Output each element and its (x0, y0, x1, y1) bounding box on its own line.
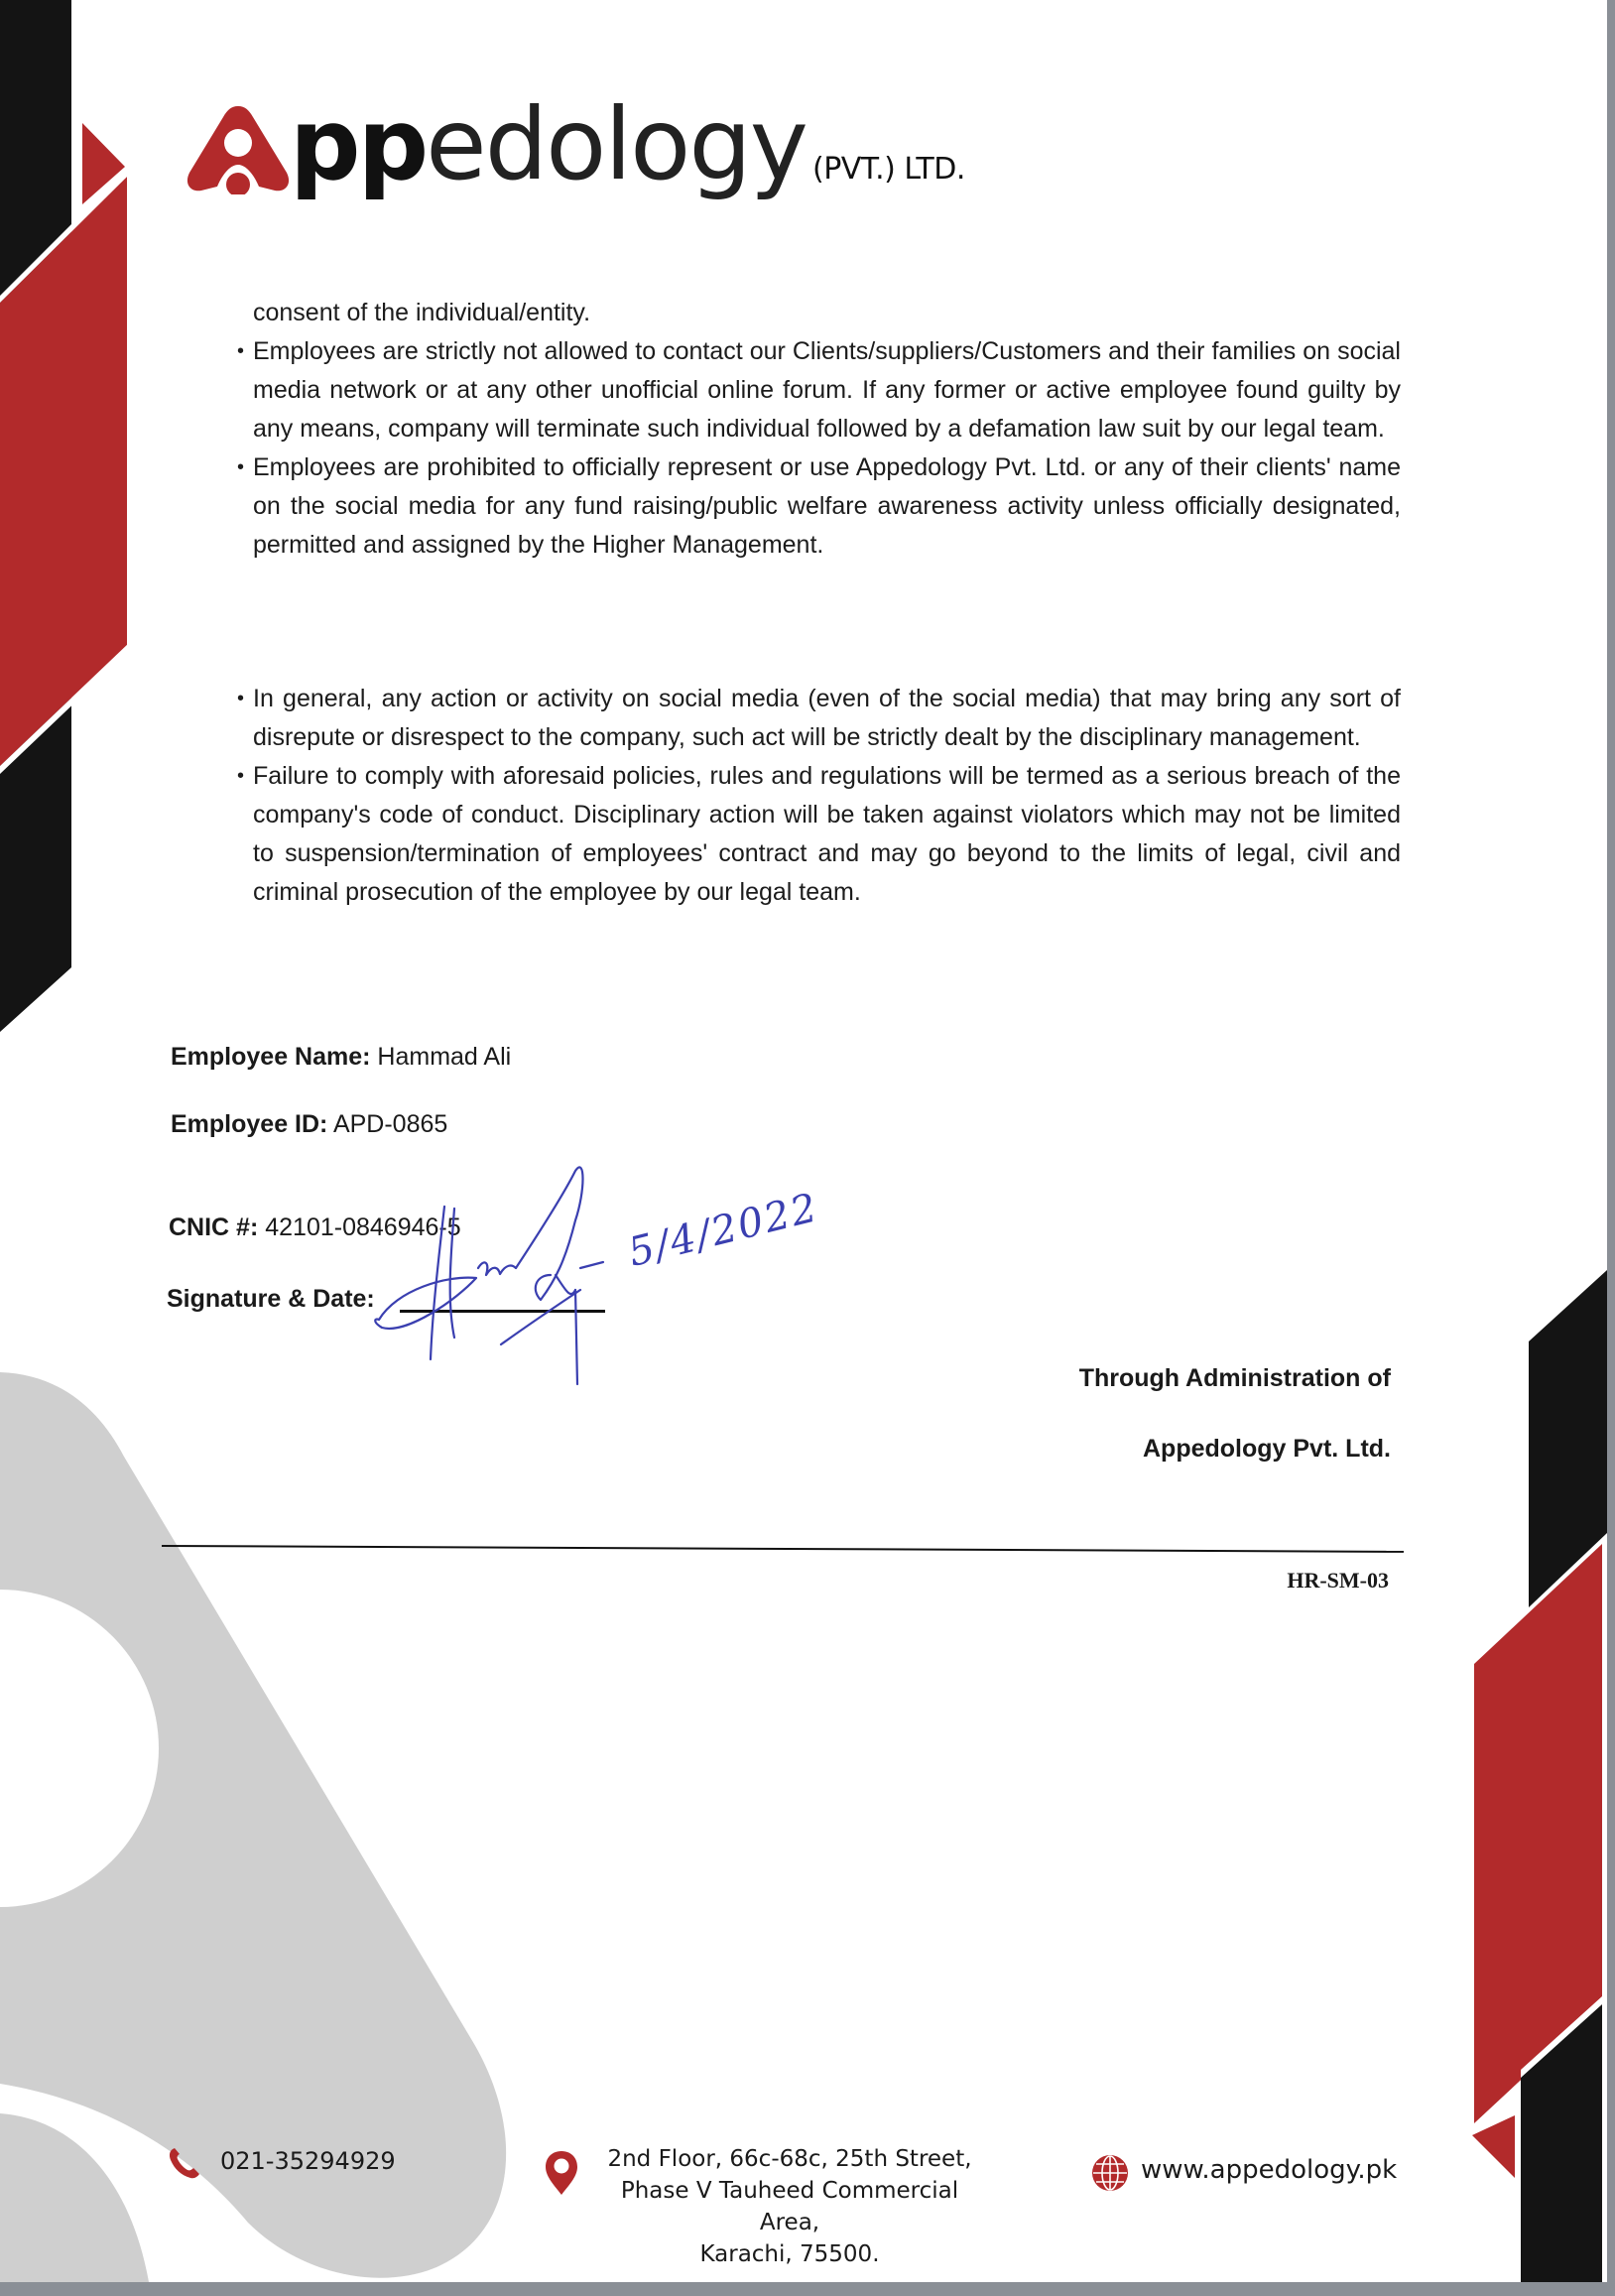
policy-text-block-1 (237, 294, 1401, 565)
bullet-text: Employees are prohibited to officially represent or use Appedology Pvt. Ltd. or any of their clients' name on the social media for any fund raising/public welfare awareness activity unless officially designated, permitted and assigned by the Higher Management. (253, 453, 1401, 559)
footer-address (589, 2143, 990, 2270)
address-line: Karachi, 75500. (699, 2241, 880, 2267)
bullet-icon: • (237, 765, 245, 787)
document-code: HR-SM-03 (1287, 1568, 1389, 1593)
address-line: Phase V Tauheed Commercial Area, (620, 2178, 959, 2235)
map-pin-icon (544, 2149, 579, 2197)
administration-line-1: Through Administration of (1078, 1364, 1391, 1392)
logo-wordmark (290, 86, 965, 210)
gray-logo-lower-blob (0, 2113, 149, 2296)
bullet-text: Failure to comply with aforesaid policies, rules and regulations will be termed as a serious breach of the company's code of conduct. Disciplinary action will be taken against violators which may not be limited to suspension/termination of employees' contract and may go beyond to the limits of legal, civil and criminal prosecution of the employee by our legal team. (253, 762, 1401, 906)
bullet-text: Employees are strictly not allowed to contact our Clients/suppliers/Customers and their families on social media network or at any other unofficial online forum. If any former or active employee found guilty by any means, company will terminate such individual followed by a defamation law suit by our legal team. (253, 337, 1401, 443)
handwritten-signature (367, 1151, 625, 1399)
policy-bullet (237, 448, 1401, 565)
employee-id-value: APD-0865 (332, 1110, 448, 1138)
logo-suffix-text: (PVT.) LTD. (811, 152, 965, 187)
logo-a-mark-icon (184, 103, 293, 194)
employee-id-label: Employee ID: (171, 1110, 328, 1138)
employee-name-field (171, 1042, 511, 1072)
employee-name-label: Employee Name: (171, 1043, 371, 1071)
phone-icon (167, 2145, 202, 2181)
handwritten-date: 5/4/2022 (623, 1185, 823, 1276)
phone-number[interactable]: 021-35294929 (220, 2147, 396, 2175)
page-edge-right (1607, 0, 1615, 2296)
page-edge-bottom (0, 2282, 1615, 2296)
signature-label: Signature & Date: (167, 1285, 375, 1313)
policy-bullet (237, 332, 1401, 448)
logo-bold-text: pp (290, 86, 427, 202)
administration-line-2: Appedology Pvt. Ltd. (1143, 1435, 1391, 1463)
employee-name-value: Hammad Ali (377, 1043, 512, 1071)
employee-id-field (171, 1109, 447, 1139)
continuation-text: consent of the individual/entity. (253, 299, 591, 326)
cnic-label: CNIC #: (169, 1213, 259, 1241)
signature-field (167, 1284, 375, 1314)
globe-icon (1091, 2154, 1129, 2192)
company-logo (184, 86, 965, 210)
policy-text-block-2 (237, 680, 1401, 912)
cnic-value: 42101-0846946-5 (265, 1213, 461, 1241)
bullet-icon: • (237, 340, 245, 362)
policy-bullet (237, 680, 1401, 757)
logo-light-text: edology (426, 86, 807, 202)
bullet-icon: • (237, 688, 245, 709)
bullet-text: In general, any action or activity on social media (even of the social media) that may bring any sort of disrepute or disrespect to the company, such act will be strictly dealt by the disciplinary management. (253, 685, 1401, 751)
right-red-triangle (1472, 2115, 1515, 2178)
address-line: 2nd Floor, 66c-68c, 25th Street, (607, 2146, 972, 2172)
policy-bullet (237, 757, 1401, 912)
bullet-icon: • (237, 456, 245, 478)
website-link[interactable]: www.appedology.pk (1141, 2155, 1398, 2185)
